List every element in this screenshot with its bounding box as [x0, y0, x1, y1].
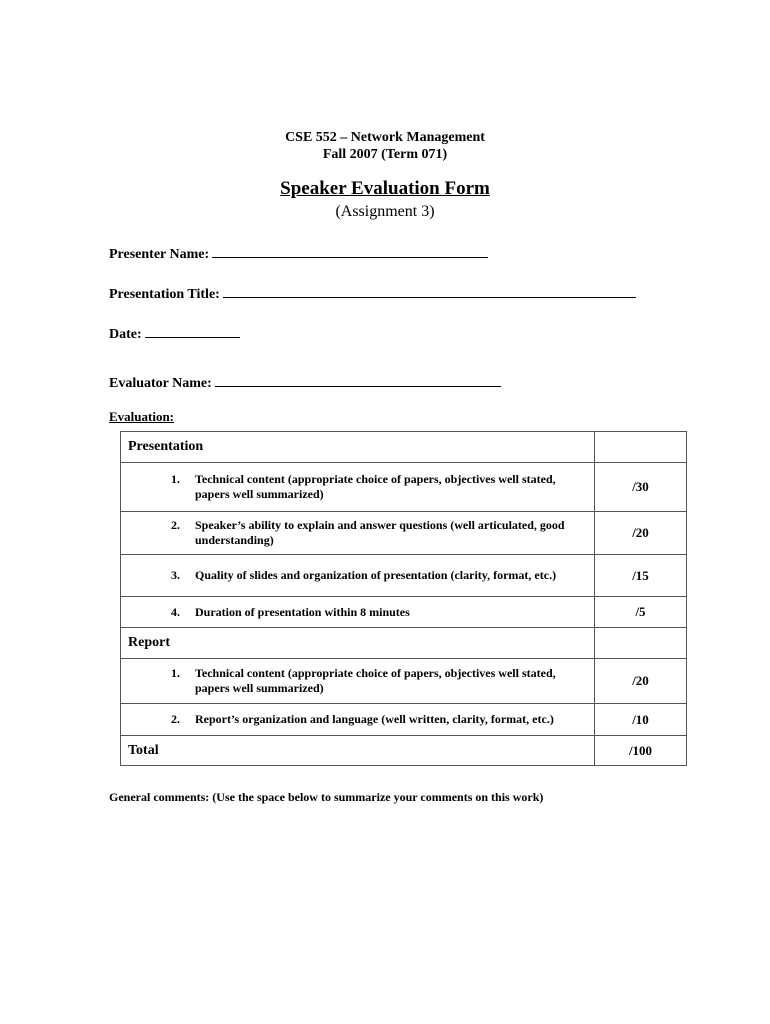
criterion-text: Quality of slides and organization of presentation (clarity, format, etc.) [195, 568, 557, 582]
report-section-score-cell [595, 628, 687, 659]
table-row [121, 704, 687, 736]
score-cell[interactable]: /5 [595, 597, 687, 628]
presentation-section-label: Presentation [121, 432, 595, 463]
form-title-text: Speaker Evaluation Form [280, 178, 490, 199]
form-subtitle: (Assignment 3) [335, 203, 435, 220]
presentation-title-line[interactable] [223, 285, 636, 298]
presentation-section-score-cell [595, 432, 687, 463]
form-title [0, 178, 770, 200]
criterion-text: Report’s organization and language (well written, clarity, format, etc.) [195, 712, 554, 726]
criterion-cell [121, 555, 595, 597]
score-cell[interactable]: /20 [595, 659, 687, 704]
evaluator-name-line[interactable] [215, 374, 501, 387]
criterion-cell [121, 597, 595, 628]
criterion-cell [121, 512, 595, 555]
score-cell[interactable]: /15 [595, 555, 687, 597]
presenter-name-label: Presenter Name: [109, 247, 210, 262]
total-row [121, 736, 687, 766]
criterion-cell [121, 704, 595, 736]
score-cell[interactable]: /10 [595, 704, 687, 736]
general-comments-label: General comments: (Use the space below to summarize your comments on this work) [109, 790, 544, 804]
presenter-name-field[interactable] [109, 245, 488, 263]
criterion-number: 2. [171, 518, 180, 532]
presentation-title-label: Presentation Title: [109, 287, 220, 302]
criterion-number: 2. [171, 712, 180, 726]
criterion-text: Technical content (appropriate choice of papers, objectives well stated, papers well summarized) [195, 666, 556, 695]
criterion-number: 4. [171, 604, 180, 619]
total-label: Total [121, 736, 595, 766]
evaluation-label: Evaluation: [109, 409, 175, 424]
table-row [121, 555, 687, 597]
table-row [121, 512, 687, 555]
score-cell[interactable]: /30 [595, 463, 687, 512]
evaluator-name-label: Evaluator Name: [109, 376, 212, 391]
criterion-text: Speaker’s ability to explain and answer questions (well articulated, good understanding) [195, 518, 565, 547]
presentation-section-row [121, 432, 687, 463]
course-title: CSE 552 – Network Management [285, 130, 485, 145]
criterion-number: 1. [171, 472, 180, 486]
report-section-row [121, 628, 687, 659]
score-cell[interactable]: /20 [595, 512, 687, 555]
date-label: Date: [109, 327, 142, 342]
report-section-label: Report [121, 628, 595, 659]
table-row [121, 597, 687, 628]
presenter-name-line[interactable] [212, 245, 488, 258]
criterion-text: Duration of presentation within 8 minutes [195, 604, 410, 619]
date-field[interactable] [109, 325, 240, 343]
table-row [121, 659, 687, 704]
criterion-number: 1. [171, 666, 180, 680]
term-label: Fall 2007 (Term 071) [322, 147, 448, 162]
criterion-cell [121, 463, 595, 512]
table-row [121, 463, 687, 512]
criterion-number: 3. [171, 568, 180, 582]
criterion-cell [121, 659, 595, 704]
presentation-title-field[interactable] [109, 285, 636, 303]
date-line[interactable] [145, 325, 240, 338]
criterion-text: Technical content (appropriate choice of papers, objectives well stated, papers well summarized) [195, 472, 556, 501]
evaluation-table [120, 431, 687, 766]
total-score-cell[interactable]: /100 [595, 736, 687, 766]
evaluator-name-field[interactable] [109, 374, 501, 392]
